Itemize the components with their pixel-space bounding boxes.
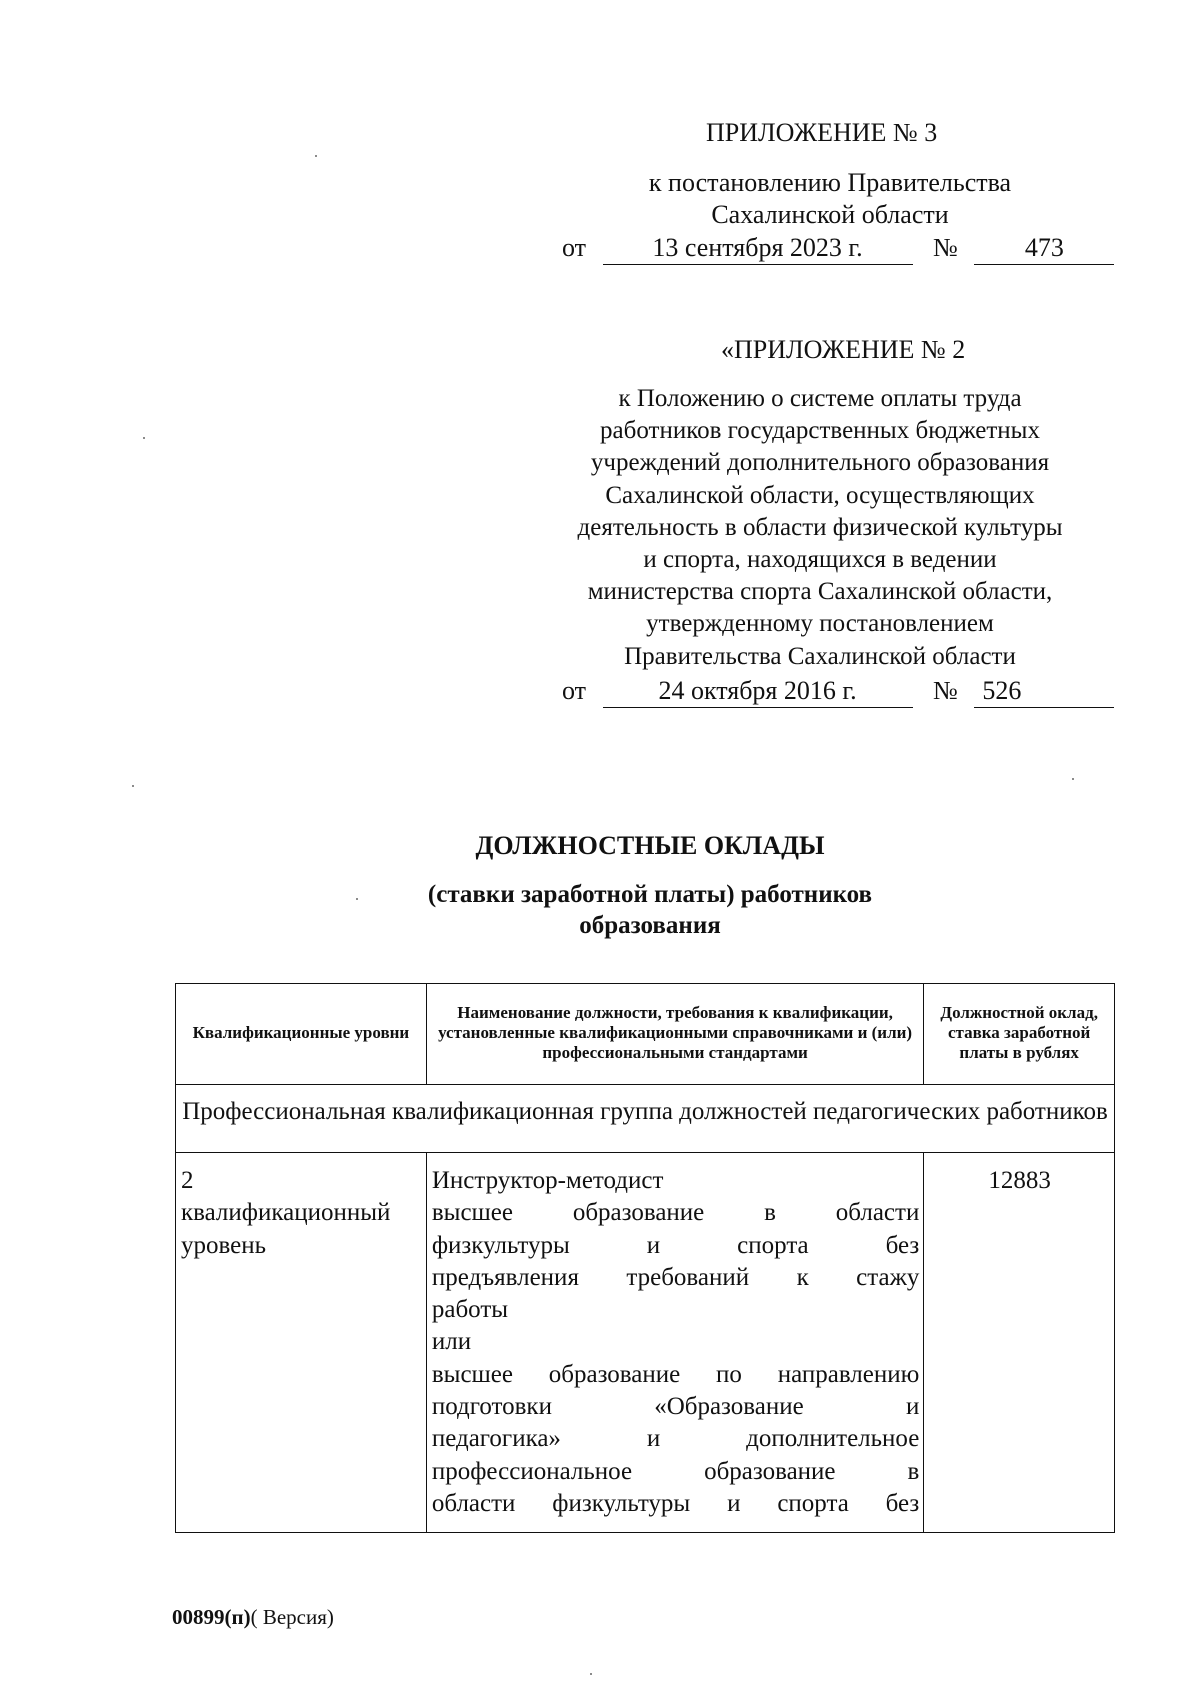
position-line bbox=[432, 1294, 920, 1326]
position-line bbox=[432, 1230, 920, 1262]
position-line bbox=[432, 1423, 920, 1455]
position-word: высшее bbox=[431, 1199, 513, 1227]
appendix2-line: и спорта, находящихся в ведении bbox=[643, 546, 997, 574]
scan-speck bbox=[132, 785, 134, 787]
header-salary: Должностной оклад, ставка заработной платы в рублях bbox=[924, 984, 1115, 1085]
position-word: без bbox=[885, 1489, 920, 1517]
position-word: в bbox=[907, 1457, 920, 1485]
position-word: работы bbox=[431, 1296, 509, 1324]
position-cell bbox=[426, 1153, 924, 1533]
appendix2-date: 24 октября 2016 г. bbox=[603, 675, 913, 708]
appendix2-title: «ПРИЛОЖЕНИЕ № 2 bbox=[721, 335, 966, 364]
appendix2-line: министерства спорта Сахалинской области, bbox=[587, 578, 1053, 606]
document-title: ДОЛЖНОСТНЫЕ ОКЛАДЫ bbox=[475, 831, 825, 860]
scan-speck bbox=[1072, 778, 1074, 780]
position-word: подготовки bbox=[431, 1393, 552, 1421]
position-word: или bbox=[431, 1328, 472, 1356]
position-word: по bbox=[716, 1360, 742, 1388]
position-word: в bbox=[764, 1199, 776, 1227]
position-text bbox=[427, 1153, 924, 1520]
position-word: без bbox=[885, 1231, 920, 1259]
appendix2-line: к Положению о системе оплаты труда bbox=[618, 385, 1022, 412]
appendix2-line: Правительства Сахалинской области bbox=[624, 642, 1016, 670]
position-line bbox=[432, 1326, 920, 1358]
number-label: № bbox=[933, 233, 958, 262]
position-word: спорта bbox=[777, 1489, 849, 1517]
appendix2-number: 526 bbox=[974, 675, 1114, 708]
table-row bbox=[176, 1153, 1115, 1533]
position-line bbox=[432, 1488, 920, 1520]
position-word: предъявления bbox=[431, 1263, 579, 1291]
from-label: от bbox=[562, 233, 587, 262]
position-word: и bbox=[646, 1425, 661, 1453]
appendix3-line1: к постановлению Правительства bbox=[648, 168, 1012, 197]
position-word: педагогика» bbox=[431, 1425, 561, 1453]
document-subtitle-2: образования bbox=[579, 912, 721, 939]
appendix2-text bbox=[540, 383, 1100, 673]
version-label: ( Версия) bbox=[250, 1605, 334, 1629]
position-word: образование bbox=[548, 1360, 681, 1388]
document-subtitle: (ставки заработной платы) работников bbox=[427, 881, 873, 908]
level-line: 2 bbox=[181, 1167, 194, 1194]
level-line: квалификационный bbox=[181, 1199, 391, 1227]
appendix2-line: учреждений дополнительного образования bbox=[590, 449, 1050, 477]
salary-value: 12883 bbox=[988, 1167, 1051, 1194]
table-header-row bbox=[176, 984, 1115, 1085]
position-line bbox=[432, 1165, 920, 1197]
position-word: и bbox=[727, 1489, 741, 1517]
scan-speck bbox=[590, 1673, 592, 1675]
appendix3-line2: Сахалинской области bbox=[711, 200, 949, 229]
position-word: и bbox=[905, 1393, 920, 1421]
appendix2-line: утвержденному постановлением bbox=[646, 610, 994, 638]
salary-cell bbox=[924, 1153, 1115, 1533]
salary-table bbox=[175, 983, 1115, 1533]
position-word: к bbox=[796, 1263, 809, 1291]
header-qualification-levels: Квалификационные уровни bbox=[176, 984, 427, 1085]
position-word: и bbox=[646, 1231, 661, 1259]
group-title: Профессиональная квалификационная группа должностей педагогических работников bbox=[176, 1085, 1115, 1153]
position-word: области bbox=[431, 1489, 516, 1517]
position-line bbox=[432, 1197, 920, 1229]
appendix3-date-line bbox=[562, 232, 1114, 265]
position-word: области bbox=[835, 1199, 920, 1227]
number-label: № bbox=[933, 676, 958, 705]
position-word: дополнительное bbox=[746, 1425, 920, 1453]
appendix3-date: 13 сентября 2023 г. bbox=[603, 232, 913, 265]
level-line: уровень bbox=[181, 1231, 267, 1259]
appendix2-date-line bbox=[562, 675, 1114, 708]
position-line bbox=[432, 1262, 920, 1294]
appendix3-number: 473 bbox=[974, 232, 1114, 265]
position-word: физкультуры bbox=[431, 1231, 570, 1259]
position-word: спорта bbox=[737, 1231, 809, 1259]
appendix2-line: деятельность в области физической культуры bbox=[577, 513, 1063, 541]
appendix2-line: работников государственных бюджетных bbox=[600, 417, 1040, 445]
position-word: стажу bbox=[856, 1263, 920, 1291]
scan-speck bbox=[143, 437, 145, 439]
position-line bbox=[432, 1456, 920, 1488]
level-cell bbox=[176, 1153, 427, 1533]
position-word: Инструктор-методист bbox=[431, 1167, 664, 1194]
position-line bbox=[432, 1391, 920, 1423]
table-group-row bbox=[176, 1085, 1115, 1153]
position-word: направлению bbox=[777, 1360, 920, 1388]
from-label: от bbox=[562, 676, 587, 705]
scan-speck bbox=[315, 155, 317, 157]
position-line bbox=[432, 1359, 920, 1391]
footer-version bbox=[172, 1604, 334, 1630]
appendix3-title: ПРИЛОЖЕНИЕ № 3 bbox=[706, 118, 938, 147]
document-code: 00899(п) bbox=[172, 1605, 251, 1629]
position-word: профессиональное bbox=[431, 1457, 633, 1485]
appendix2-line: Сахалинской области, осуществляющих bbox=[605, 481, 1035, 509]
position-word: требований bbox=[626, 1263, 750, 1291]
position-word: образование bbox=[572, 1199, 705, 1227]
position-word: высшее bbox=[431, 1360, 513, 1388]
position-word: «Образование bbox=[654, 1393, 804, 1421]
position-word: физкультуры bbox=[552, 1489, 691, 1517]
header-position: Наименование должности, требования к квалификации, установленные квалификационными справочниками и (или) профессиональными стандартами bbox=[426, 984, 924, 1085]
position-word: образование bbox=[704, 1457, 836, 1485]
scan-speck bbox=[356, 898, 358, 900]
